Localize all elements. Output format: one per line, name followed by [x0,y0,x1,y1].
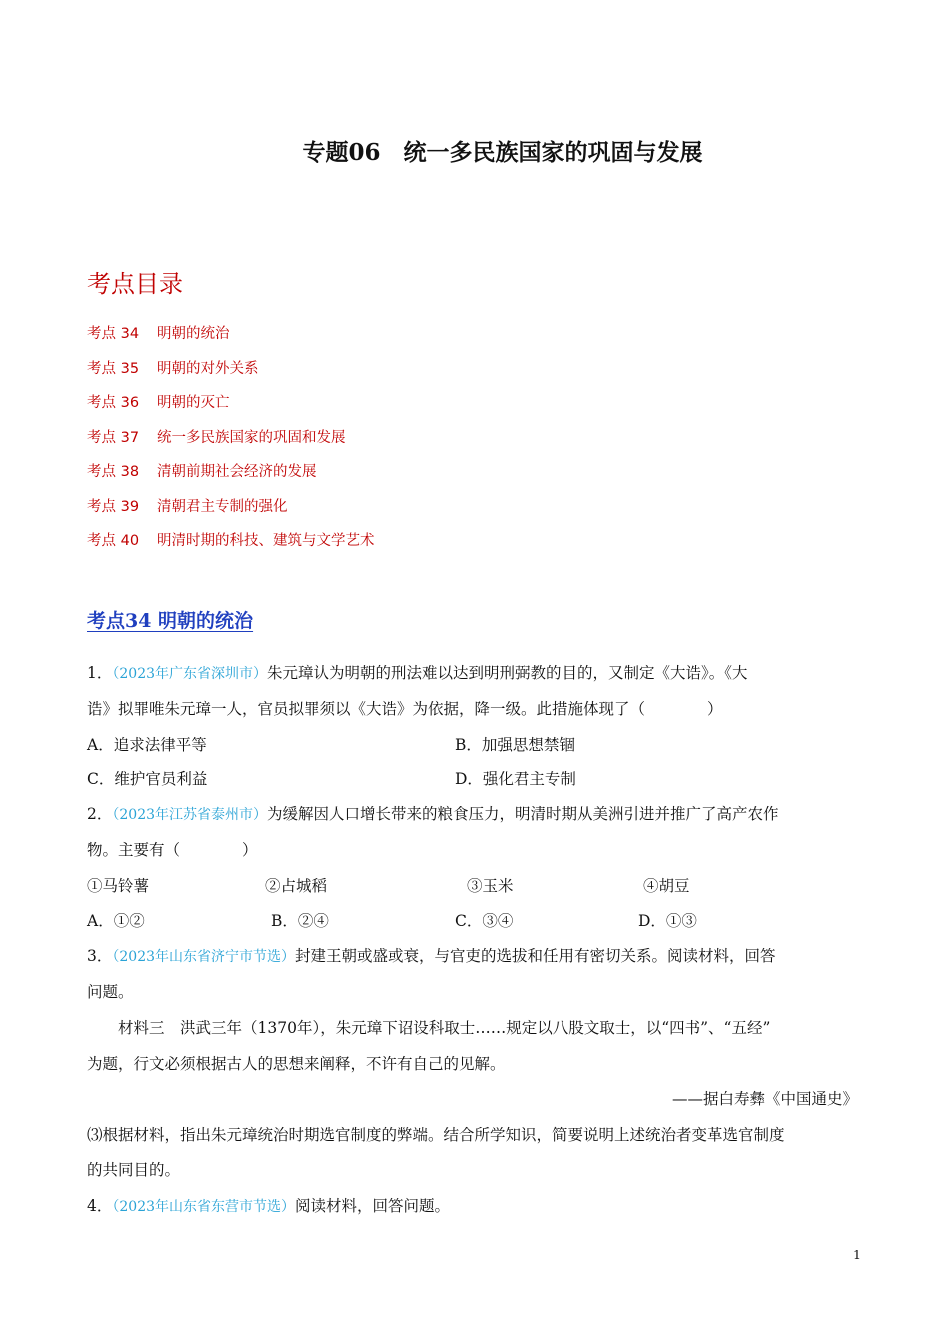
material-text: 为题，行文必须根据古人的思想来阐释，不许有自己的见解。 [87,1055,506,1073]
question-1-line-2: 诰》拟罪唯朱元璋一人，官员拟罪须以《大诰》为依据，降一级。此措施体现了（ ） [87,700,723,718]
option-b: B．②④ [271,912,329,930]
toc-item-code: 考点 35 [87,361,140,377]
toc-item-label: 明朝的灭亡 [157,395,230,411]
toc-item-label: 明朝的统治 [157,326,230,342]
toc-item-code: 考点 40 [87,533,140,549]
toc-item[interactable] [87,322,230,343]
section-heading[interactable]: 考点34 明朝的统治 [87,610,254,632]
material-text: 材料三 洪武三年（1370年），朱元璋下诏设科取士……规定以八股文取士，以“四书”、“五经” [118,1019,771,1037]
question-text: 朱元璋认为明朝的刑法难以达到明刑弼教的目的，又制定《大诰》。《大 [267,664,748,682]
toc-item-label: 统一多民族国家的巩固和发展 [157,430,346,446]
option-c: C．③④ [455,912,514,930]
option-c: C．维护官员利益 [87,770,208,788]
question-2-line-2: 物。主要有（ ） [87,841,258,859]
toc-item-label: 清朝君主专制的强化 [157,499,288,515]
question-3-line-1 [87,944,776,966]
question-source: （2023年山东省东营市节选） [112,1199,296,1215]
crop-item: ④胡豆 [643,877,690,895]
option-d: D．强化君主专制 [455,770,576,788]
toc-item-code: 考点 39 [87,499,140,515]
question-number: 4． [87,1197,113,1215]
question-source: （2023年广东省深圳市） [112,666,268,682]
toc-item-label: 清朝前期社会经济的发展 [157,464,317,480]
page-number: 1 [853,1247,861,1262]
toc-item-code: 考点 34 [87,326,140,342]
crop-item: ②占城稻 [265,877,328,895]
option-d: D．①③ [638,912,697,930]
toc-item-label: 明清时期的科技、建筑与文学艺术 [157,533,375,549]
material-citation: ——据白寿彝《中国通史》 [671,1090,858,1108]
toc-heading: 考点目录 [87,270,183,298]
toc-item-code: 考点 38 [87,464,140,480]
question-number: 1． [87,664,113,682]
option-a: A．①② [87,912,145,930]
question-source: （2023年山东省济宁市节选） [112,949,296,965]
question-source: （2023年江苏省泰州市） [112,807,268,823]
option-b: B．加强思想禁锢 [455,736,575,754]
question-1-line-1 [87,661,748,683]
option-a: A．追求法律平等 [87,736,207,754]
crop-item: ③玉米 [467,877,514,895]
sub-question: 的共同目的。 [87,1161,181,1179]
question-text: 为缓解因人口增长带来的粮食压力，明清时期从美洲引进并推广了高产农作 [267,805,779,823]
toc-item-code: 考点 36 [87,395,140,411]
question-number: 2． [87,805,113,823]
question-2-line-1 [87,802,779,824]
question-3-line-2: 问题。 [87,983,134,1001]
crop-item: ①马铃薯 [87,877,150,895]
toc-item-code: 考点 37 [87,430,140,446]
toc-item[interactable] [87,495,288,516]
toc-item[interactable] [87,391,230,412]
toc-item[interactable] [87,426,346,447]
sub-question: ⑶根据材料，指出朱元璋统治时期选官制度的弊端。结合所学知识，简要说明上述统治者变革选官制度 [87,1126,785,1144]
toc-item[interactable] [87,529,375,550]
toc-item[interactable] [87,357,259,378]
question-4-line-1 [87,1194,450,1216]
question-text: 阅读材料，回答问题。 [295,1197,451,1215]
page-title: 专题06 统一多民族国家的巩固与发展 [302,139,703,166]
toc-item[interactable] [87,460,317,481]
toc-item-label: 明朝的对外关系 [157,361,259,377]
question-number: 3． [87,947,113,965]
question-text: 封建王朝或盛或衰，与官吏的选拔和任用有密切关系。阅读材料，回答 [295,947,776,965]
